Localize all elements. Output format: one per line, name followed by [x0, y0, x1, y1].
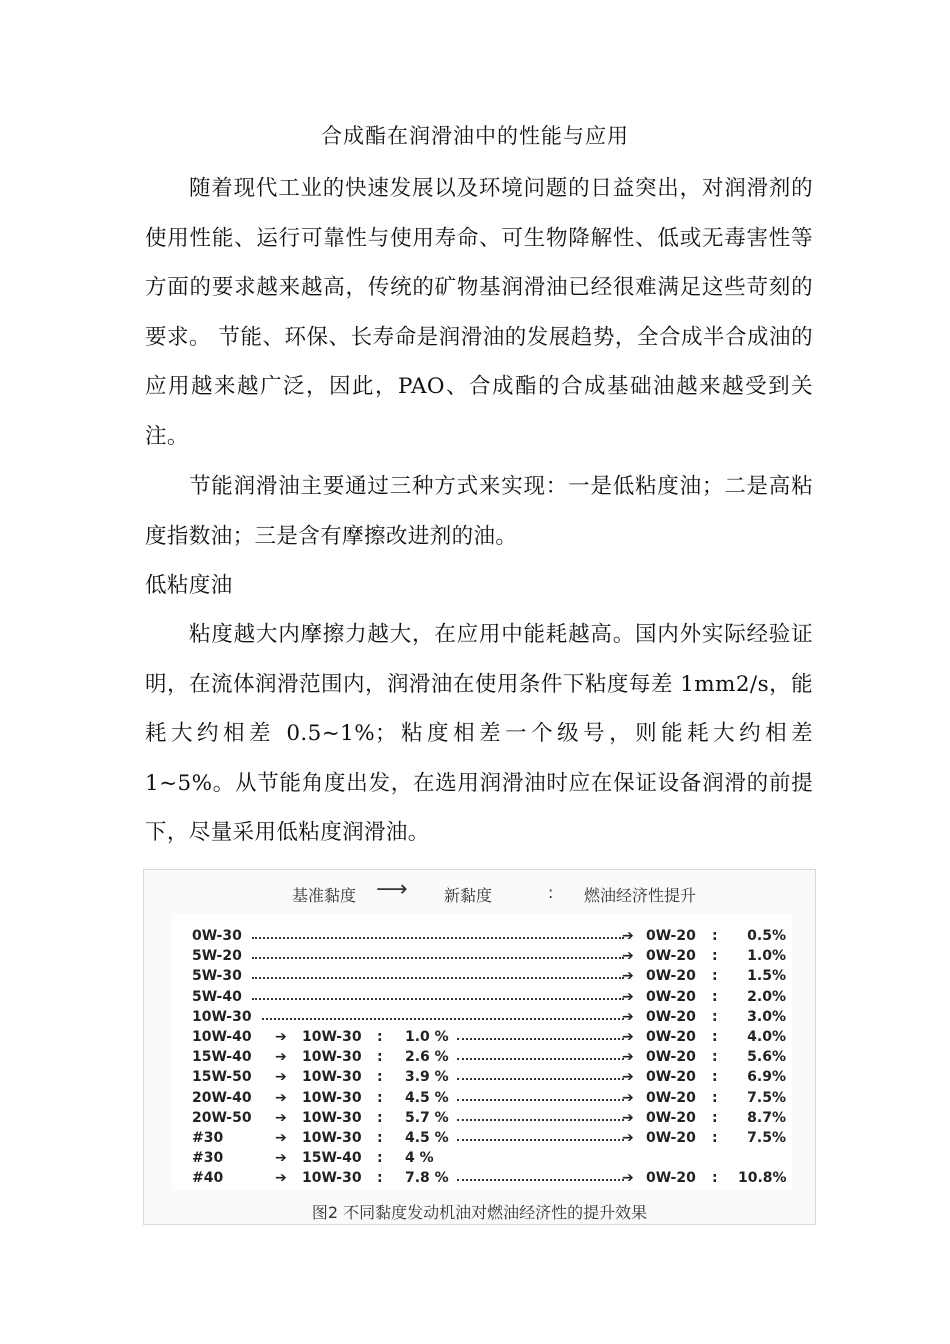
intermediate-viscosity: 10W-30 — [302, 1089, 362, 1106]
figure-table — [172, 914, 792, 1190]
intermediate-viscosity: 15W-40 — [302, 1150, 362, 1167]
colon: : — [712, 928, 718, 944]
dotted-leader — [457, 1179, 624, 1181]
dotted-leader — [262, 1018, 624, 1020]
figure-caption: 图2 不同黏度发动机油对燃油经济性的提升效果 — [311, 1203, 648, 1222]
page-title: 合成酯在润滑油中的性能与应用 — [321, 124, 629, 148]
new-viscosity: 0W-20 — [646, 1170, 696, 1187]
intermediate-viscosity: 10W-30 — [302, 1029, 362, 1045]
base-viscosity: #40 — [192, 1170, 224, 1187]
colon: : — [377, 1150, 383, 1167]
colon: : — [712, 1069, 718, 1086]
fuel-gain: 8.7% — [747, 1109, 786, 1126]
new-viscosity: 0W-20 — [646, 1069, 696, 1086]
table-row — [172, 1090, 792, 1110]
new-viscosity: 0W-20 — [646, 1089, 696, 1106]
figure-header — [144, 877, 815, 911]
fuel-gain: 7.5% — [747, 1130, 786, 1146]
colon: : — [712, 1049, 718, 1066]
intermediate-viscosity: 10W-30 — [302, 1170, 362, 1187]
arrow-head-icon: ➔ — [622, 1069, 634, 1086]
table-row — [172, 1029, 792, 1049]
section-heading-low-viscosity: 低粘度油 — [145, 573, 233, 598]
table-row — [172, 968, 792, 988]
arrow-head-icon: ➔ — [622, 1089, 634, 1106]
dotted-leader — [457, 1038, 624, 1040]
fuel-gain: 5.6% — [747, 1049, 786, 1066]
arrow-icon: ➔ — [275, 1049, 287, 1066]
table-row — [172, 1170, 792, 1190]
arrow-icon: ➔ — [275, 1089, 287, 1106]
dotted-leader — [457, 1119, 624, 1121]
base-viscosity: 20W-40 — [192, 1089, 252, 1106]
colon: : — [712, 948, 718, 965]
colon: : — [712, 988, 718, 1005]
new-viscosity: 0W-20 — [646, 1029, 696, 1045]
base-viscosity: 15W-40 — [192, 1049, 252, 1066]
dotted-leader — [252, 977, 624, 979]
intermediate-gain: 7.8 % — [405, 1170, 449, 1187]
table-row — [172, 1150, 792, 1170]
colon: : — [377, 1109, 383, 1126]
dotted-leader — [252, 957, 624, 959]
new-viscosity: 0W-20 — [646, 1109, 696, 1126]
header-arrow-icon: ⟶ — [376, 877, 408, 902]
arrow-icon: ➔ — [275, 1170, 287, 1187]
intermediate-gain: 1.0 % — [405, 1029, 449, 1045]
fuel-gain: 4.0% — [747, 1029, 786, 1045]
new-viscosity: 0W-20 — [646, 928, 696, 944]
colon: : — [377, 1029, 383, 1045]
arrow-head-icon: ➔ — [622, 1109, 634, 1126]
colon: : — [712, 968, 718, 985]
fuel-gain: 7.5% — [747, 1089, 786, 1106]
table-row — [172, 948, 792, 968]
header-base-viscosity: 基准黏度 — [292, 886, 357, 905]
paragraph-intro: 随着现代工业的快速发展以及环境问题的日益突出，对润滑剂的使用性能、运行可靠性与使用寿命、可生物降解性、低或无毒害性等方面的要求越来越高，传统的矿物基润滑油已经很难满足这些苛刻的要求。 节能、环保、长寿命是润滑油的发展趋势，全合成半合成油的应用越来越广泛，因此，PAO、合成酯的合成基础油越来越受到关注。 — [145, 176, 813, 449]
intermediate-gain: 4.5 % — [405, 1089, 449, 1106]
colon: : — [377, 1069, 383, 1086]
arrow-icon: ➔ — [275, 1150, 287, 1167]
base-viscosity: 5W-30 — [192, 968, 242, 985]
new-viscosity: 0W-20 — [646, 968, 696, 985]
fuel-gain: 1.0% — [747, 948, 786, 965]
header-colon: : — [548, 883, 554, 902]
dotted-leader — [252, 998, 624, 1000]
fuel-gain: 6.9% — [747, 1069, 786, 1086]
header-new-viscosity: 新黏度 — [444, 886, 493, 905]
new-viscosity: 0W-20 — [646, 988, 696, 1005]
header-fuel-gain: 燃油经济性提升 — [584, 886, 697, 905]
fuel-gain: 3.0% — [747, 1008, 786, 1025]
intermediate-gain: 4.5 % — [405, 1130, 449, 1146]
intermediate-viscosity: 10W-30 — [302, 1069, 362, 1086]
arrow-head-icon: ➔ — [622, 1049, 634, 1066]
arrow-head-icon: ➔ — [622, 988, 634, 1005]
base-viscosity: 10W-30 — [192, 1008, 252, 1025]
arrow-head-icon: ➔ — [622, 948, 634, 965]
intermediate-viscosity: 10W-30 — [302, 1130, 362, 1146]
new-viscosity: 0W-20 — [646, 948, 696, 965]
new-viscosity: 0W-20 — [646, 1130, 696, 1146]
table-row — [172, 928, 792, 948]
arrow-icon: ➔ — [275, 1029, 287, 1045]
colon: : — [377, 1130, 383, 1146]
base-viscosity: 0W-30 — [192, 928, 242, 944]
arrow-head-icon: ➔ — [622, 1008, 634, 1025]
fuel-gain: 0.5% — [747, 928, 786, 944]
colon: : — [377, 1170, 383, 1187]
base-viscosity: #30 — [192, 1150, 224, 1167]
arrow-head-icon: ➔ — [622, 1029, 634, 1045]
intermediate-viscosity: 10W-30 — [302, 1109, 362, 1126]
colon: : — [712, 1029, 718, 1045]
viscosity-figure — [143, 869, 816, 1225]
base-viscosity: 5W-20 — [192, 948, 242, 965]
colon: : — [377, 1089, 383, 1106]
fuel-gain: 10.8% — [738, 1170, 787, 1187]
paragraph-low-viscosity: 粘度越大内摩擦力越大，在应用中能耗越高。国内外实际经验证明，在流体润滑范围内，润滑油在使用条件下粘度每差 1mm2/s，能耗大约相差 0.5~1%；粘度相差一个级号，则能耗大约相差 1~5%。从节能角度出发，在选用润滑油时应在保证设备润滑的前提下，尽量采用低粘度润滑油。 — [145, 622, 813, 845]
arrow-icon: ➔ — [275, 1130, 287, 1146]
intermediate-gain: 3.9 % — [405, 1069, 449, 1086]
arrow-head-icon: ➔ — [622, 1170, 634, 1187]
colon: : — [712, 1089, 718, 1106]
colon: : — [377, 1049, 383, 1066]
new-viscosity: 0W-20 — [646, 1049, 696, 1066]
dotted-leader — [457, 1099, 624, 1101]
dotted-leader — [457, 1078, 624, 1080]
colon: : — [712, 1170, 718, 1187]
new-viscosity: 0W-20 — [646, 1008, 696, 1025]
dotted-leader — [252, 937, 624, 939]
table-row — [172, 989, 792, 1009]
arrow-head-icon: ➔ — [622, 968, 634, 985]
dotted-leader — [457, 1139, 624, 1141]
fuel-gain: 1.5% — [747, 968, 786, 985]
colon: : — [712, 1109, 718, 1126]
arrow-head-icon: ➔ — [622, 1130, 634, 1146]
base-viscosity: 15W-50 — [192, 1069, 252, 1086]
dotted-leader — [457, 1058, 624, 1060]
arrow-icon: ➔ — [275, 1069, 287, 1086]
paragraph-methods: 节能润滑油主要通过三种方式来实现：一是低粘度油；二是高粘度指数油；三是含有摩擦改进剂的油。 — [145, 474, 813, 549]
table-row — [172, 1130, 792, 1150]
intermediate-gain: 4 % — [405, 1150, 434, 1167]
intermediate-viscosity: 10W-30 — [302, 1049, 362, 1066]
table-row — [172, 1110, 792, 1130]
fuel-gain: 2.0% — [747, 988, 786, 1005]
colon: : — [712, 1008, 718, 1025]
table-row — [172, 1069, 792, 1089]
arrow-head-icon: ➔ — [622, 928, 634, 944]
base-viscosity: #30 — [192, 1130, 224, 1146]
base-viscosity: 10W-40 — [192, 1029, 252, 1045]
intermediate-gain: 2.6 % — [405, 1049, 449, 1066]
base-viscosity: 20W-50 — [192, 1109, 252, 1126]
arrow-icon: ➔ — [275, 1109, 287, 1126]
colon: : — [712, 1130, 718, 1146]
base-viscosity: 5W-40 — [192, 988, 242, 1005]
table-row — [172, 1009, 792, 1029]
table-row — [172, 1049, 792, 1069]
intermediate-gain: 5.7 % — [405, 1109, 449, 1126]
